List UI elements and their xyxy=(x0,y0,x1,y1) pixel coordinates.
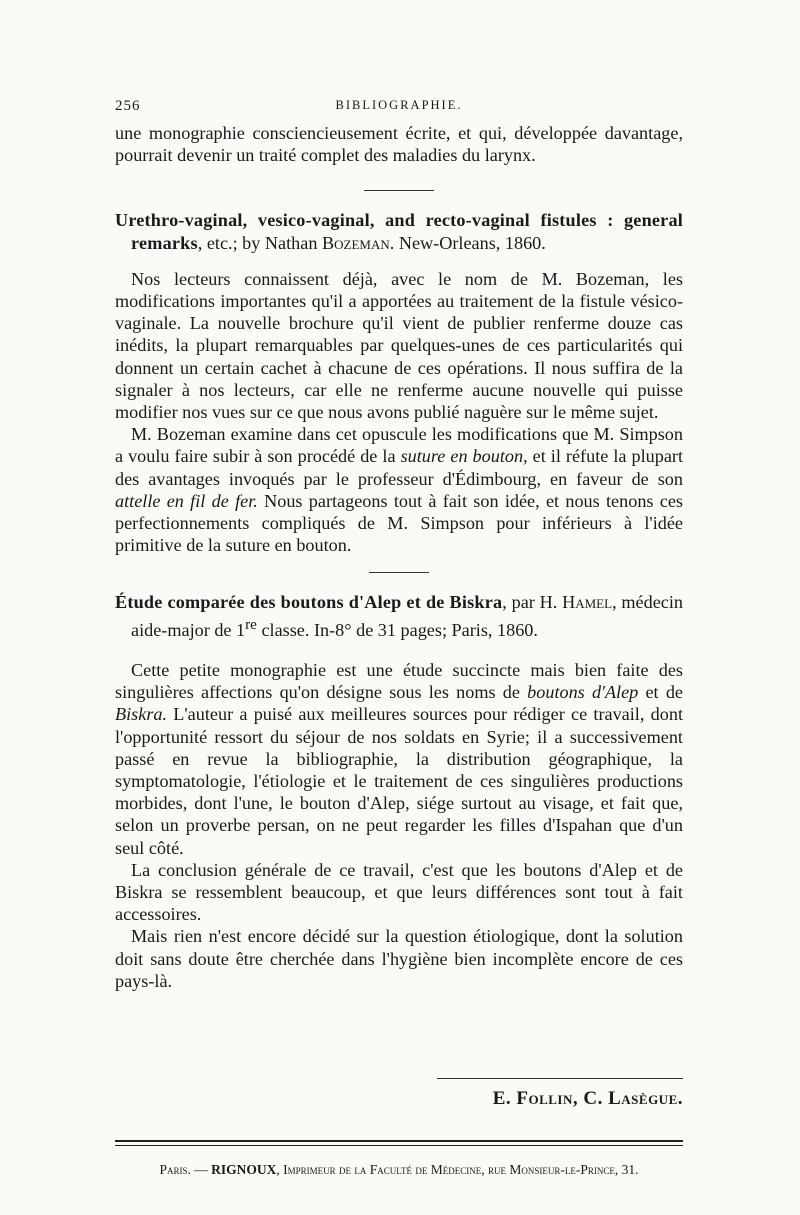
entry-suffix: , etc.; by Nathan xyxy=(197,232,322,253)
printer-imprint: Paris. — RIGNOUX, Imprimeur de la Faculté de Médecine, rue Monsieur-le-Prince, 31. xyxy=(159,1162,639,1177)
entry-title: Étude comparée des boutons d'Alep et de Biskra xyxy=(115,592,503,613)
review-paragraph: La conclusion générale de ce travail, c'est que les boutons d'Alep et de Biskra se ressemblent beaucoup, et que leurs différences sont tout à fait accessoires. xyxy=(115,859,683,925)
page-header xyxy=(115,98,683,122)
emphasis-term: suture en bouton xyxy=(400,446,524,467)
footer-rule xyxy=(115,1145,683,1146)
imprint-printer: RIGNOUX xyxy=(211,1162,277,1177)
emphasis-term: boutons d'Alep xyxy=(527,682,639,703)
footer-rule xyxy=(115,1140,683,1142)
emphasis-term: Biskra. xyxy=(115,704,168,725)
review-paragraph: Nos lecteurs connaissent déjà, avec le nom de M. Bozeman, les modifications importantes qu'il a apportées au traitement de la fistule vésico-vaginale. La nouvelle brochure qu'il vient de publier renferme douze cas inédits, la plupart remarquables par quelques-unes de ces particularités qui donnent un certain cachet à chacune de ces opérations. Il nous suffira de la signaler à nos lecteurs, car elle ne renferme aucune nouvelle qui puisse modifier nos vues sur ce que nous avons publié naguère sur le même sujet. xyxy=(115,268,683,423)
entry-author: Bozeman xyxy=(321,232,390,253)
imprint-address: , Imprimeur de la Faculté de Médecine, rue Monsieur-le-Prince, 31. xyxy=(276,1162,639,1177)
entry-heading-bozeman xyxy=(115,209,683,253)
entry-title: Urethro-vaginal, vesico-vaginal, and recto-vaginal fistules : general remarks xyxy=(115,210,683,253)
page xyxy=(115,98,683,992)
review-paragraph: Cette petite monographie est une étude succincte mais bien faite des singulières affections qu'on désigne sous les noms de boutons d'Alep et de Biskra. L'auteur a puisé aux meilleures sources pour rédiger ce travail, dont l'opportunité ressort du séjour de nos soldats en Syrie; il a successivement passé en revue la bibliographie, la distribution géographique, la symptomatologie, l'étiologie et le traitement de ces singulières productions morbides, dont l'une, le bouton d'Alep, siége surtout au visage, et fait que, selon un proverbe persan, on ne peut regarder les filles d'Ispahan que d'un seul côté. xyxy=(115,659,683,858)
page-number: 256 xyxy=(115,98,141,114)
section-divider xyxy=(369,572,429,573)
running-title: BIBLIOGRAPHIE. xyxy=(335,98,463,112)
imprint-city: Paris. xyxy=(159,1162,191,1177)
review-paragraph: M. Bozeman examine dans cet opuscule les modifications que M. Simpson a voulu faire subir à son procédé de la suture en bouton, et il réfute la plupart des avantages invoqués par le professeur d'Édimbourg, en faveur de son attelle en fil de fer. Nous partageons tout à fait son idée, et nous tenons ces perfectionnements compliqués de M. Simpson pour inférieurs à l'idée primitive de la suture en bouton. xyxy=(115,424,684,556)
section-divider xyxy=(364,190,434,191)
entry-author: Hamel xyxy=(562,592,613,613)
entry-heading-hamel: Étude comparée des boutons d'Alep et de Biskra, par H. Hamel, médecin aide-major de 1re classe. In-8° de 31 pages; Paris, 1860. xyxy=(115,592,683,640)
continuation-paragraph: une monographie consciencieusement écrite, et qui, développée davantage, pourrait devenir un traité complet des maladies du larynx. xyxy=(115,123,683,166)
entry-publication: . New-Orleans, 1860. xyxy=(389,232,546,253)
review-paragraph: Mais rien n'est encore décidé sur la question étiologique, dont la solution doit sans doute être cherchée dans l'hygiène bien incomplète encore de ces pays-là. xyxy=(115,926,683,991)
signature-rule xyxy=(437,1078,683,1079)
emphasis-term: attelle en fil de fer. xyxy=(115,490,258,511)
signature: E. Follin, C. Lasègue. xyxy=(492,1088,683,1109)
